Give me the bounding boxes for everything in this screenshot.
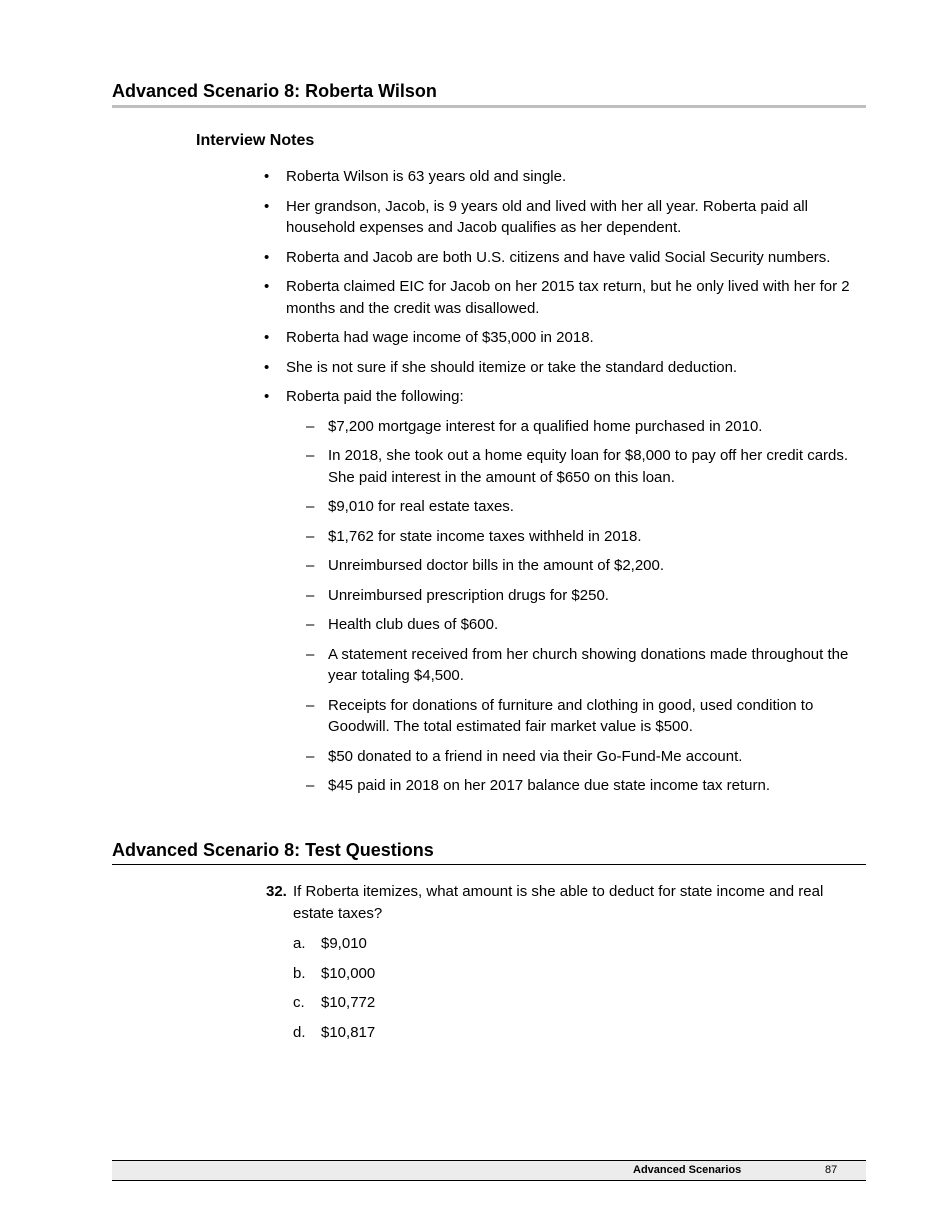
payment-item <box>286 496 864 518</box>
payment-text: $1,762 for state income taxes withheld in 2018. <box>328 527 642 545</box>
test-questions-heading: Advanced Scenario 8: Test Questions <box>112 839 866 865</box>
page-number: 87 <box>825 1164 838 1176</box>
note-item <box>264 276 864 319</box>
option-text: $9,010 <box>321 935 367 952</box>
payment-item <box>286 614 864 636</box>
dash-mark: – <box>306 696 315 714</box>
answer-option-b <box>266 963 856 985</box>
payment-text: Health club dues of $600. <box>328 616 499 633</box>
payment-text: $9,010 for real estate taxes. <box>328 498 514 515</box>
note-item <box>264 166 864 188</box>
note-item <box>264 247 864 269</box>
dash-mark: – <box>306 616 315 633</box>
answer-options <box>266 933 856 1043</box>
payment-text: Unreimbursed prescription drugs for $250. <box>328 586 609 604</box>
question-stem <box>266 881 856 924</box>
dash-mark: – <box>306 447 315 464</box>
question-text: If Roberta itemizes, what amount is she able to deduct for state income and real estate taxes? <box>293 883 824 922</box>
note-item <box>264 357 864 379</box>
page-footer <box>112 1160 866 1181</box>
payment-item <box>286 416 864 438</box>
payment-text: $45 paid in 2018 on her 2017 balance due state income tax return. <box>328 777 770 794</box>
dash-mark: – <box>306 777 315 794</box>
bullet-mark: • <box>264 278 270 295</box>
option-label: d. <box>293 1023 306 1041</box>
payment-item <box>286 695 864 738</box>
dash-mark: – <box>306 498 315 515</box>
payment-item <box>286 445 864 488</box>
dash-mark: – <box>306 417 315 435</box>
payment-text: A statement received from her church showing donations made throughout the year totaling $4,500. <box>328 645 849 684</box>
question-number: 32. <box>266 883 287 900</box>
bullet-mark: • <box>264 248 270 266</box>
payment-item <box>286 644 864 687</box>
bullet-mark: • <box>264 329 270 346</box>
payments-list <box>286 416 864 797</box>
footer-title: Advanced Scenarios <box>633 1164 742 1176</box>
payment-item <box>286 585 864 607</box>
payment-text: $7,200 mortgage interest for a qualified home purchased in 2010. <box>328 417 763 435</box>
option-label: a. <box>293 935 306 952</box>
payment-item <box>286 775 864 797</box>
interview-notes-heading: Interview Notes <box>196 132 315 149</box>
interview-notes-list <box>264 166 864 805</box>
scenario-heading: Advanced Scenario 8: Roberta Wilson <box>112 80 866 108</box>
payment-item <box>286 555 864 577</box>
option-text: $10,772 <box>321 994 376 1011</box>
dash-mark: – <box>306 527 315 545</box>
note-text: She is not sure if she should itemize or take the standard deduction. <box>286 358 738 376</box>
note-item <box>264 196 864 239</box>
note-item <box>264 386 864 797</box>
option-label: c. <box>293 994 305 1011</box>
payment-text: Unreimbursed doctor bills in the amount of $2,200. <box>328 557 665 574</box>
note-text: Roberta Wilson is 63 years old and single. <box>286 168 567 185</box>
answer-option-c <box>266 992 856 1014</box>
dash-mark: – <box>306 645 315 663</box>
bullet-mark: • <box>264 197 270 215</box>
bullet-mark: • <box>264 388 270 405</box>
payment-text: In 2018, she took out a home equity loan for $8,000 to pay off her credit cards. She paid interest in the amount of $650 on this loan. <box>328 447 849 486</box>
answer-option-d <box>266 1022 856 1044</box>
dash-mark: – <box>306 557 315 574</box>
note-text: Roberta and Jacob are both U.S. citizens and have valid Social Security numbers. <box>286 248 831 266</box>
bullet-mark: • <box>264 358 270 376</box>
note-text: Her grandson, Jacob, is 9 years old and lived with her all year. Roberta paid all household expenses and Jacob qualifies as her dependent. <box>286 197 808 236</box>
option-text: $10,000 <box>321 964 376 982</box>
option-text: $10,817 <box>321 1023 376 1041</box>
dash-mark: – <box>306 747 315 765</box>
bullet-mark: • <box>264 168 270 185</box>
payment-item <box>286 746 864 768</box>
dash-mark: – <box>306 586 315 604</box>
payment-item <box>286 526 864 548</box>
note-text: Roberta had wage income of $35,000 in 2018. <box>286 329 594 346</box>
answer-option-a <box>266 933 856 955</box>
note-item <box>264 327 864 349</box>
payment-text: $50 donated to a friend in need via their Go-Fund-Me account. <box>328 747 743 765</box>
note-text: Roberta paid the following: <box>286 388 464 405</box>
payment-text: Receipts for donations of furniture and clothing in good, used condition to Goodwill. The total estimated fair market value is $500. <box>328 696 814 735</box>
question-32 <box>266 881 856 1051</box>
option-label: b. <box>293 964 306 982</box>
note-text: Roberta claimed EIC for Jacob on her 2015 tax return, but he only lived with her for 2 months and the credit was disallowed. <box>286 278 850 317</box>
